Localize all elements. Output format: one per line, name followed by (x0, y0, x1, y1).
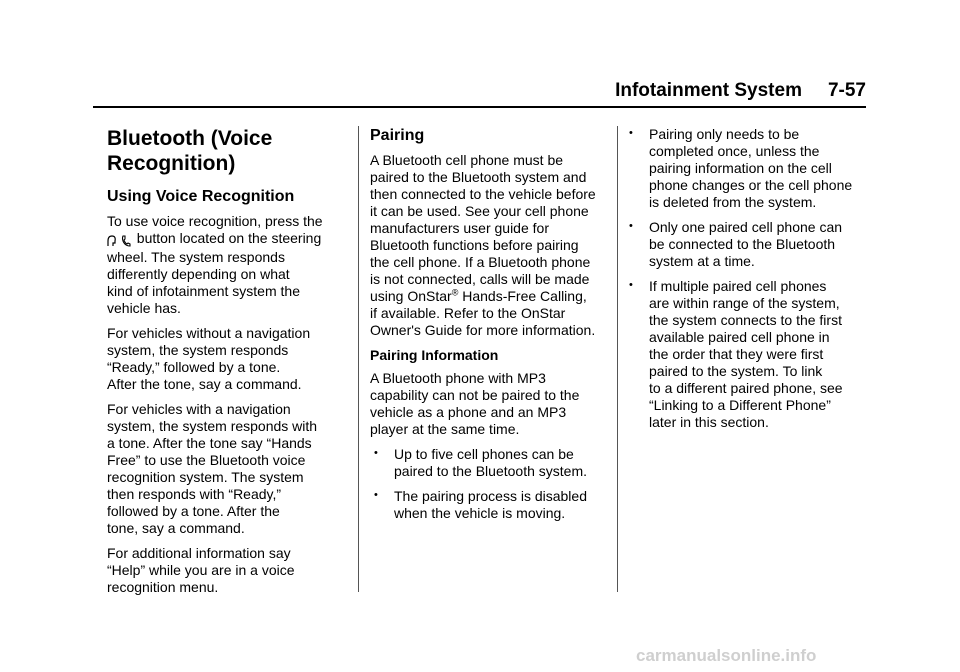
bullet-icon: • (629, 127, 633, 139)
column-divider-left (358, 126, 359, 592)
column-one (107, 126, 347, 604)
paragraph-help: For additional information say “Help” while you are in a voice recognition menu. (107, 545, 295, 595)
page-number: 7-57 (827, 80, 866, 101)
pairing-notes-list (625, 126, 875, 431)
paragraph-mp3: A Bluetooth phone with MP3 capability can not be paired to the vehicle as a phone and an MP3 player at the same time. (370, 370, 580, 437)
paragraph-pairing-intro: A Bluetooth cell phone must be paired to the Bluetooth system and then connected to the vehicle before it can be used. See your cell phone manufacturers user guide for Bluetooth functions before pairing the cell phone. If a Bluetooth phone is not connected, calls will be made using OnStar® Hands-Free Calling, if available. Refer to the OnStar Owner's Guide for more information. (370, 152, 596, 338)
registered-mark: ® (451, 287, 459, 298)
column-divider-right (617, 126, 618, 592)
pairing-information-heading: Pairing Information (370, 347, 499, 363)
list-item: • Up to five cell phones can be paired to the Bluetooth system. (374, 446, 587, 479)
column-two (370, 126, 610, 530)
list-item: • Pairing only needs to be completed once, unless the pairing information on the cell phone changes or the cell phone is deleted from the system. (629, 126, 853, 210)
voice-head-icon (107, 235, 117, 247)
list-item: • Only one paired cell phone can be connected to the Bluetooth system at a time. (629, 219, 843, 269)
bullet-icon: • (629, 279, 633, 291)
phone-handset-icon (121, 235, 131, 247)
section-heading: Bluetooth (Voice Recognition) (107, 127, 273, 175)
watermark: carmanualsonline.info (636, 646, 817, 665)
paragraph-with-navigation: For vehicles with a navigation system, the system responds with a tone. After the tone say “Hands Free” to use the Bluetooth voice recognition system. The system then responds with “Ready,” followed by a tone. After the tone, say a command. (107, 401, 318, 536)
paragraph-voice-intro: To use voice recognition, press the button located on the steering wheel. The system responds differently depending on what kind of infotainment system the vehicle has. (107, 213, 323, 316)
voice-button-icons (107, 232, 131, 249)
column-three (625, 126, 875, 439)
page-header (93, 76, 866, 108)
paragraph-without-navigation: For vehicles without a navigation system, the system responds “Ready,” followed by a tone. After the tone, say a command. (107, 325, 311, 392)
section-title: Infotainment System (615, 80, 802, 101)
pairing-heading: Pairing (370, 127, 425, 144)
bullet-icon: • (374, 489, 378, 501)
pairing-bullet-list (370, 446, 610, 522)
bullet-icon: • (629, 220, 633, 232)
list-item: • The pairing process is disabled when the vehicle is moving. (374, 488, 587, 521)
list-item: • If multiple paired cell phones are within range of the system, the system connects to the first available paired cell phone in the order that they were first paired to the system. To link to a different paired phone, see “Linking to a Different Phone” later in this section. (629, 278, 843, 430)
bullet-icon: • (374, 447, 378, 459)
subsection-heading: Using Voice Recognition (107, 188, 295, 205)
